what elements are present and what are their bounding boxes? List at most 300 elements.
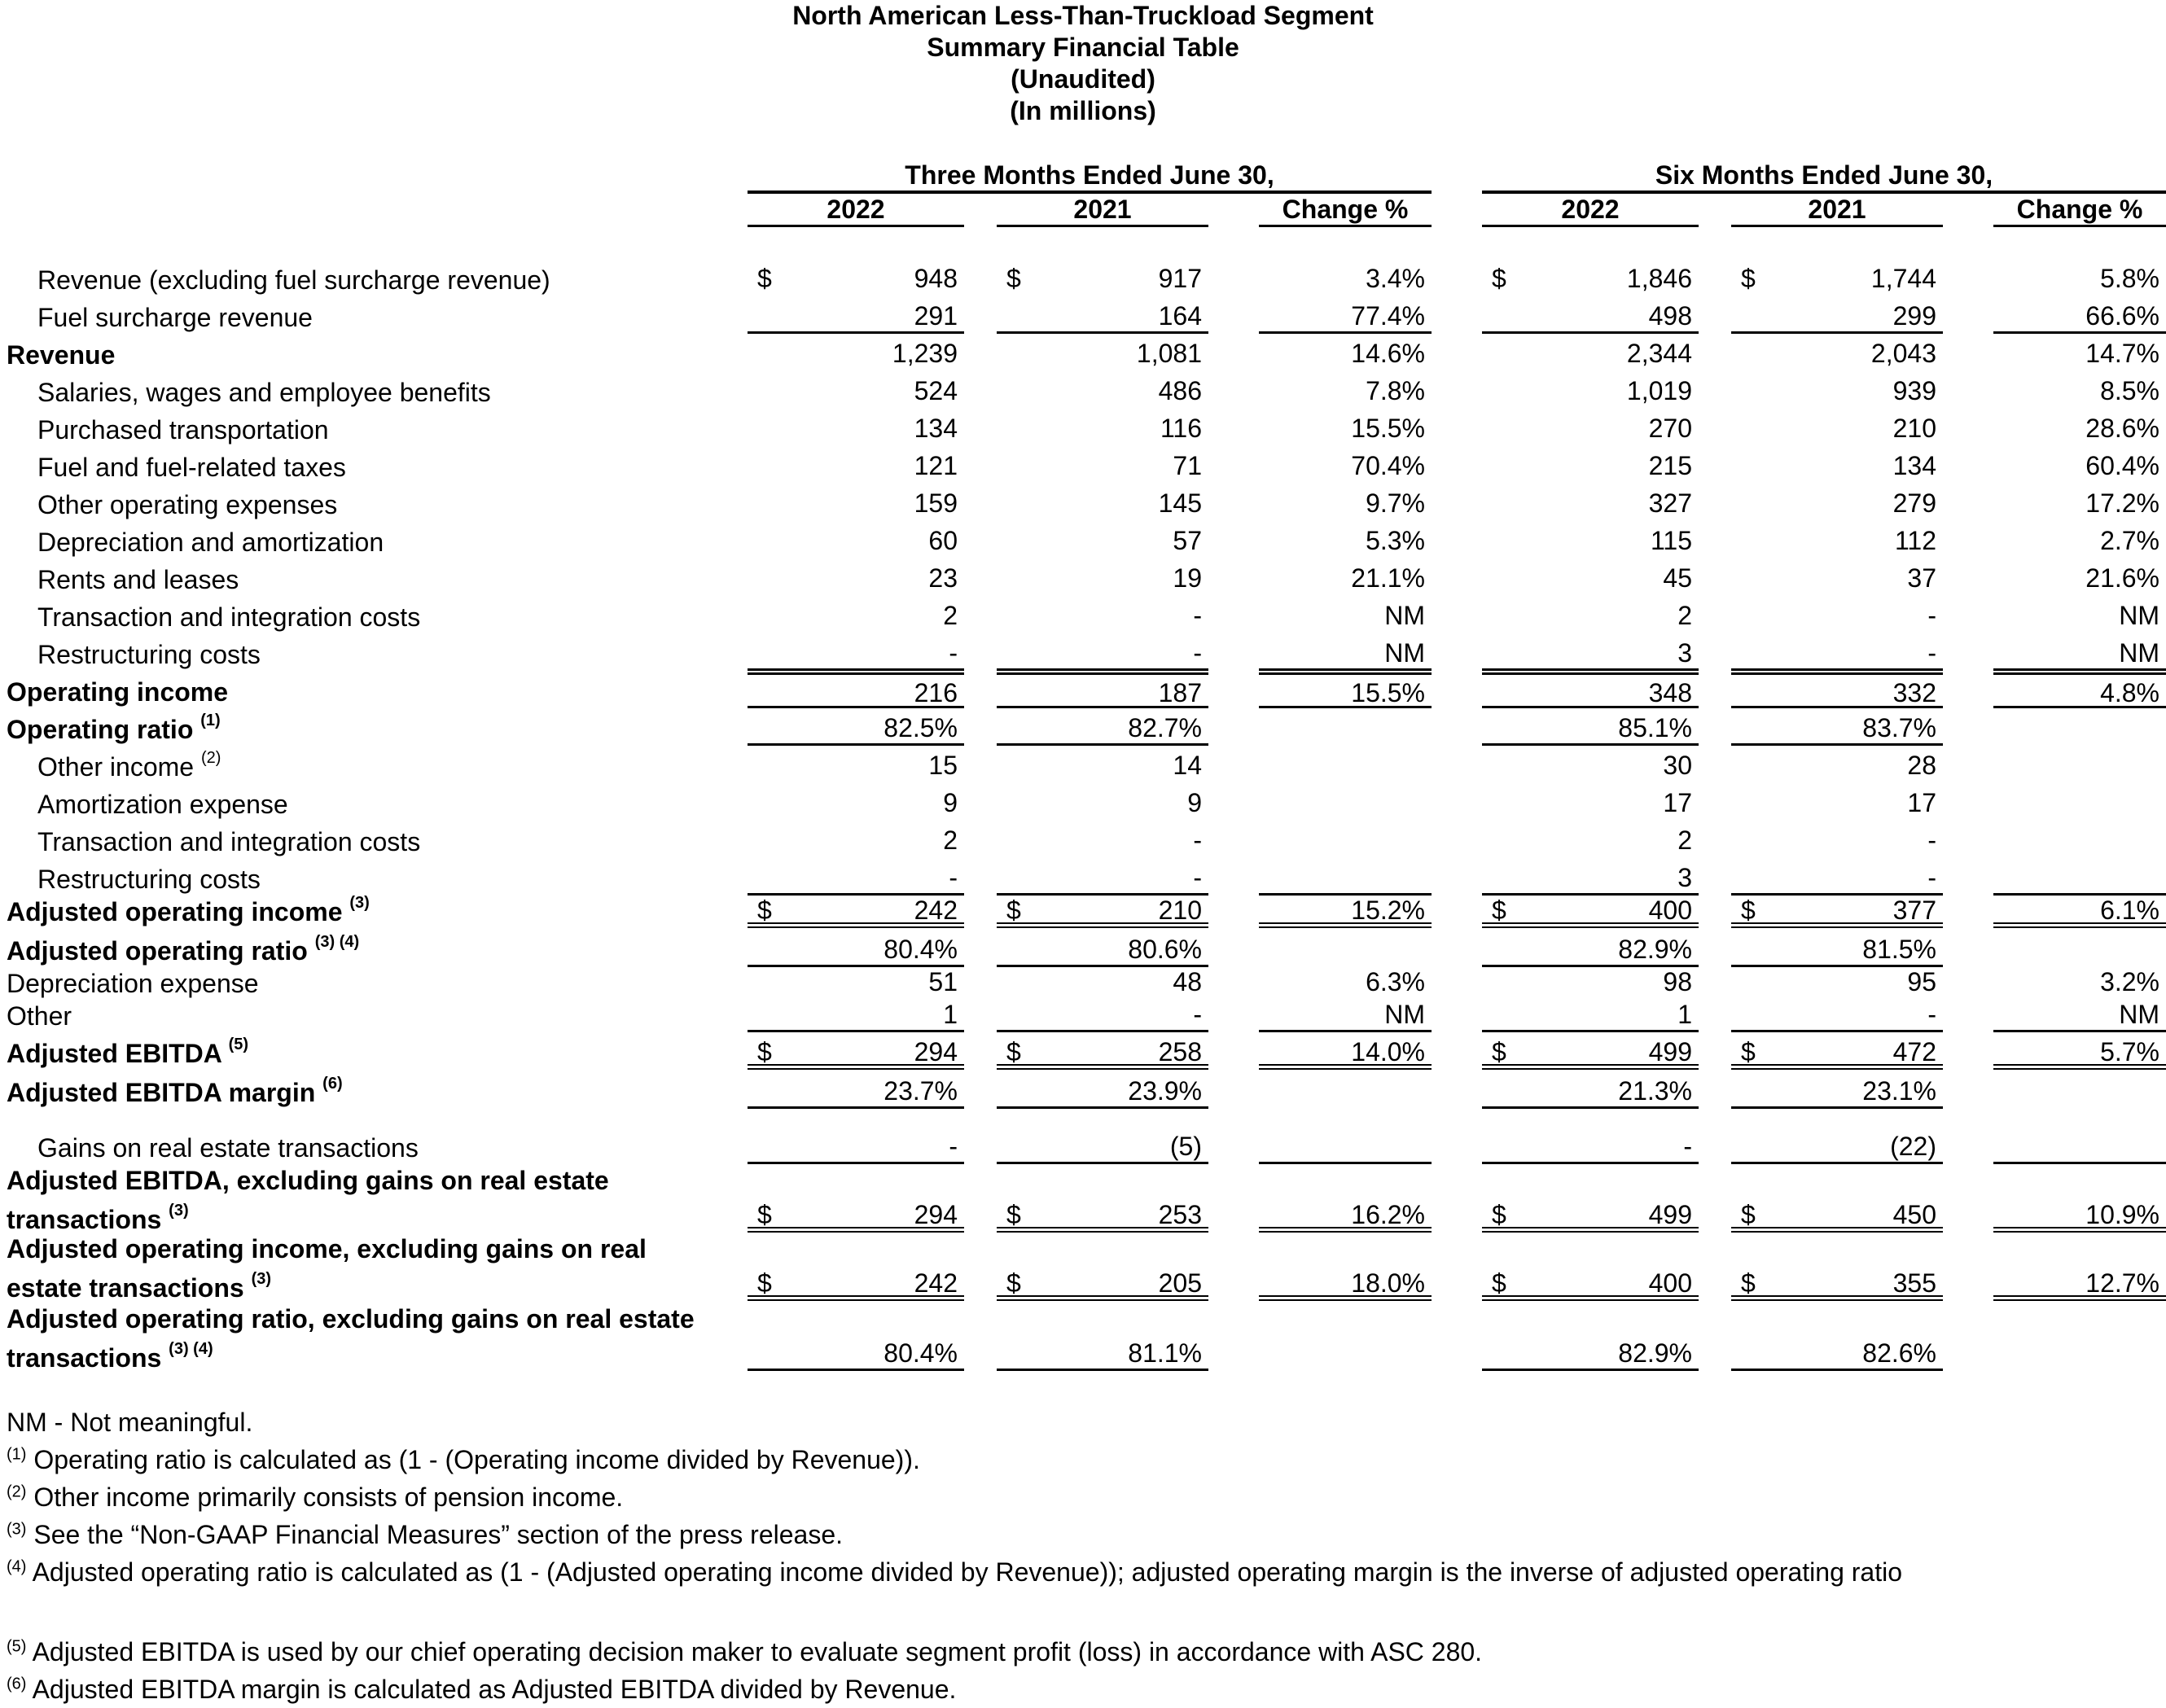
dollar-sign: $ <box>757 896 772 925</box>
table-cell: 17 <box>1663 788 1692 817</box>
table-cell: 134 <box>1892 451 1936 480</box>
table-cell: 1,019 <box>1626 376 1692 405</box>
table-cell: - <box>1927 601 1936 630</box>
col-6m-2022: 2022 <box>1482 194 1699 227</box>
table-cell: - <box>997 996 1208 1032</box>
table-cell: 14.7% <box>2085 339 2159 368</box>
table-cell: 82.7% <box>997 710 1208 746</box>
row-label <box>37 788 288 821</box>
table-cell: 1 <box>1482 996 1699 1032</box>
table-cell: 1,239 <box>892 339 958 368</box>
dollar-sign: $ <box>757 1037 772 1066</box>
table-cell: 3 <box>1482 635 1699 671</box>
table-cell: 121 <box>914 451 958 480</box>
table-cell: NM <box>2119 601 2159 630</box>
table-cell: 82.9% <box>1482 931 1699 967</box>
audit-status: (Unaudited) <box>1011 64 1155 94</box>
table-cell <box>1259 822 1432 858</box>
row-label <box>7 967 259 1000</box>
table-cell: 939 <box>1892 376 1936 405</box>
table-cell <box>1259 710 1432 746</box>
table-row <box>0 560 2166 598</box>
footnote-ref: (3) <box>349 894 370 913</box>
row-label <box>7 935 359 967</box>
row-label-text: Amortization expense <box>37 790 288 819</box>
table-cell <box>1993 710 2166 746</box>
row-label <box>37 301 313 334</box>
table-cell: 145 <box>1158 488 1202 518</box>
row-label-line2: estate transactions $^{(3)}$ <box>7 1270 272 1303</box>
footnote-text: See the “Non-GAAP Financial Measures” section of the press release. <box>26 1520 844 1549</box>
row-label <box>7 676 228 708</box>
table-cell: 1 <box>748 996 964 1032</box>
table-row <box>0 892 2166 930</box>
row-label <box>37 638 261 671</box>
table-cell: - <box>997 635 1208 671</box>
row-label <box>37 414 329 446</box>
table-cell <box>1993 1335 2166 1371</box>
table-cell: 15.5% <box>1351 414 1425 443</box>
table-cell: 83.7% <box>1731 710 1943 746</box>
table-cell <box>1993 931 2166 967</box>
footnote-mark: (4) <box>7 1557 27 1576</box>
row-label-text: Operating ratio <box>7 715 201 744</box>
row-label-line1: Adjusted operating ratio, excluding gains on real estate <box>7 1304 695 1334</box>
table-cell: 2 <box>1677 601 1692 630</box>
table-cell <box>1259 785 1432 821</box>
dollar-sign: $ <box>1006 264 1021 293</box>
table-cell: 499 <box>1482 1034 1699 1070</box>
table-cell: NM <box>1993 996 2166 1032</box>
table-cell: 917 <box>1158 264 1202 293</box>
table-cell: NM <box>1993 635 2166 671</box>
table-cell: 60 <box>928 526 958 555</box>
table-cell: 258 <box>997 1034 1208 1070</box>
table-cell: - <box>748 1128 964 1164</box>
table-cell: 15 <box>928 751 958 780</box>
table-cell: 37 <box>1907 563 1936 593</box>
footnote-ref: (3) <box>251 1270 272 1289</box>
table-row <box>0 410 2166 448</box>
table-row <box>0 1034 2166 1071</box>
table-cell: 116 <box>1160 414 1202 443</box>
table-cell: NM <box>1259 635 1432 671</box>
row-label-text: Adjusted operating income <box>7 897 350 926</box>
table-cell: 253 <box>997 1197 1208 1233</box>
report-title: North American Less-Than-Truckload Segment <box>792 1 1374 30</box>
table-cell: 450 <box>1731 1197 1943 1233</box>
col-6m-2021: 2021 <box>1731 194 1943 227</box>
table-cell: 57 <box>1173 526 1202 555</box>
footnote-text: Adjusted EBITDA margin is calculated as Adjusted EBITDA divided by Revenue. <box>26 1675 957 1704</box>
footnote-ref: (3) <box>169 1202 189 1220</box>
row-label-text: Revenue <box>7 340 116 370</box>
dollar-sign: $ <box>757 264 772 293</box>
table-cell: 9 <box>1187 788 1202 817</box>
table-cell: 215 <box>1648 451 1692 480</box>
footnote-ref: (3) (4) <box>169 1340 213 1359</box>
table-cell: 279 <box>1892 488 1936 518</box>
dollar-sign: $ <box>1741 1268 1756 1298</box>
col-3m-change: Change % <box>1259 194 1432 227</box>
dollar-sign: $ <box>1006 1200 1021 1229</box>
footnote-line <box>7 1633 1482 1671</box>
table-cell: - <box>1193 601 1202 630</box>
table-cell: 1,846 <box>1626 264 1692 293</box>
table-cell: - <box>1482 1128 1699 1164</box>
dollar-sign: $ <box>757 1268 772 1298</box>
table-cell: NM <box>1259 996 1432 1032</box>
row-label-text: Gains on real estate transactions <box>37 1133 419 1163</box>
table-cell: 348 <box>1482 672 1699 708</box>
table-cell: 5.7% <box>1993 1034 2166 1070</box>
dollar-sign: $ <box>1006 1037 1021 1066</box>
footnote-text: Operating ratio is calculated as (1 - (Operating income divided by Revenue)). <box>26 1445 920 1474</box>
table-row <box>0 1234 2166 1303</box>
table-row <box>0 335 2166 373</box>
table-cell: (5) <box>997 1128 1208 1164</box>
table-cell: 80.6% <box>997 931 1208 967</box>
row-label-text: Depreciation and amortization <box>37 528 384 557</box>
footnote-ref: (2) <box>200 749 221 768</box>
table-cell: 400 <box>1482 892 1699 928</box>
table-cell: 134 <box>914 414 958 443</box>
table-cell: 159 <box>914 488 958 518</box>
table-row <box>0 298 2166 335</box>
table-row <box>0 822 2166 860</box>
table-cell: 82.6% <box>1731 1335 1943 1371</box>
table-cell: 499 <box>1482 1197 1699 1233</box>
table-cell: - <box>1193 826 1202 855</box>
row-label <box>7 1000 72 1032</box>
table-cell: 400 <box>1482 1265 1699 1301</box>
table-cell: 15.5% <box>1259 672 1432 708</box>
table-cell: 16.2% <box>1259 1197 1432 1233</box>
table-cell: - <box>1927 826 1936 855</box>
table-cell: 1,744 <box>1870 264 1936 293</box>
footnote-mark: (5) <box>7 1637 27 1656</box>
row-label-line1: Adjusted operating income, excluding gains on real <box>7 1234 647 1263</box>
row-label <box>37 451 346 484</box>
table-cell: 6.1% <box>1993 892 2166 928</box>
table-cell <box>1259 860 1432 896</box>
table-cell: 70.4% <box>1351 451 1425 480</box>
table-cell: 294 <box>748 1034 964 1070</box>
col-3m-2022: 2022 <box>748 194 964 227</box>
col-6m-change: Change % <box>1993 194 2166 227</box>
table-cell: 81.1% <box>997 1335 1208 1371</box>
table-cell: 332 <box>1731 672 1943 708</box>
footnote-line <box>7 1478 623 1516</box>
row-label-text: Fuel surcharge revenue <box>37 303 313 332</box>
row-label-text: Salaries, wages and employee benefits <box>37 378 491 407</box>
row-label <box>7 1076 343 1109</box>
footnote-line <box>7 1441 920 1478</box>
table-cell: 1,081 <box>1136 339 1202 368</box>
table-cell: 2,043 <box>1870 339 1936 368</box>
table-cell: 270 <box>1648 414 1692 443</box>
group-six-months: Six Months Ended June 30, <box>1482 160 2166 194</box>
table-cell: 48 <box>1173 967 1202 996</box>
table-cell: 242 <box>748 1265 964 1301</box>
table-cell: - <box>1731 635 1943 671</box>
row-label-line1: Adjusted EBITDA, excluding gains on real estate <box>7 1166 609 1195</box>
table-cell: 355 <box>1731 1265 1943 1301</box>
table-cell: 81.5% <box>1731 931 1943 967</box>
table-row <box>0 996 2166 1034</box>
table-cell: - <box>1731 860 1943 896</box>
table-cell: 17 <box>1907 788 1936 817</box>
table-cell: 10.9% <box>1993 1197 2166 1233</box>
table-cell <box>1259 1128 1432 1164</box>
table-cell: - <box>748 635 964 671</box>
table-cell: 14.0% <box>1259 1034 1432 1070</box>
table-cell: 2 <box>943 826 958 855</box>
row-label-text: Other operating expenses <box>37 490 338 519</box>
table-cell: 327 <box>1648 488 1692 518</box>
row-label-text: Restructuring costs <box>37 865 261 894</box>
table-cell: 19 <box>1173 563 1202 593</box>
table-cell: 377 <box>1731 892 1943 928</box>
table-cell: 2 <box>1677 826 1692 855</box>
table-cell: 524 <box>914 376 958 405</box>
table-cell: 82.9% <box>1482 1335 1699 1371</box>
row-label-text: Purchased transportation <box>37 415 329 445</box>
table-cell: 291 <box>748 298 964 334</box>
table-cell: 948 <box>914 264 958 293</box>
table-cell: 472 <box>1731 1034 1943 1070</box>
table-cell: 66.6% <box>1993 298 2166 334</box>
table-cell: 187 <box>997 672 1208 708</box>
table-cell: 30 <box>1663 751 1692 780</box>
table-row <box>0 710 2166 747</box>
row-label-text: Adjusted EBITDA <box>7 1039 229 1068</box>
row-label-text: Fuel and fuel-related taxes <box>37 453 346 482</box>
table-cell: 8.5% <box>2100 376 2159 405</box>
table-cell: 9 <box>943 788 958 817</box>
table-row <box>0 747 2166 785</box>
table-cell: 164 <box>997 298 1208 334</box>
row-label-text: Restructuring costs <box>37 640 261 669</box>
row-label-line2: transactions $^{(3)}$ <box>7 1202 189 1234</box>
footnote-text: Adjusted EBITDA is used by our chief operating decision maker to evaluate segment profit (loss) in accordance with ASC 280. <box>26 1637 1483 1666</box>
table-cell: 45 <box>1663 563 1692 593</box>
footnote-line <box>7 1671 956 1708</box>
dollar-sign: $ <box>1492 1037 1506 1066</box>
table-row <box>0 373 2166 410</box>
dollar-sign: $ <box>1492 1268 1506 1298</box>
table-cell <box>1993 747 2166 783</box>
row-label-text: Transaction and integration costs <box>37 602 421 632</box>
table-cell: 98 <box>1663 967 1692 996</box>
row-label <box>37 526 384 558</box>
table-row <box>0 485 2166 523</box>
table-cell: 7.8% <box>1366 376 1425 405</box>
col-3m-2021: 2021 <box>997 194 1208 227</box>
table-cell: 21.1% <box>1351 563 1425 593</box>
table-cell: - <box>1731 996 1943 1032</box>
table-cell: 14.6% <box>1351 339 1425 368</box>
table-cell: 18.0% <box>1259 1265 1432 1301</box>
footnote-line <box>7 1404 252 1441</box>
row-label <box>7 1037 248 1070</box>
table-cell: 294 <box>748 1197 964 1233</box>
table-cell: - <box>997 860 1208 896</box>
dollar-sign: $ <box>1006 1268 1021 1298</box>
table-cell: 6.3% <box>1366 967 1425 996</box>
table-cell: 82.5% <box>748 710 964 746</box>
table-cell <box>1259 1335 1432 1371</box>
footnote-line <box>7 1553 1902 1591</box>
table-cell: 21.6% <box>2085 563 2159 593</box>
table-cell <box>1259 931 1432 967</box>
row-label <box>7 1229 647 1307</box>
table-cell: 17.2% <box>2085 488 2159 518</box>
table-cell: 4.8% <box>1993 672 2166 708</box>
table-cell <box>1259 1073 1432 1109</box>
report-subtitle: Summary Financial Table <box>927 33 1239 62</box>
table-cell: 23 <box>928 563 958 593</box>
table-row <box>0 523 2166 560</box>
table-row <box>0 598 2166 635</box>
table-cell: 9.7% <box>1366 488 1425 518</box>
dollar-sign: $ <box>1741 264 1756 293</box>
table-cell: 23.1% <box>1731 1073 1943 1109</box>
footnote-mark: (2) <box>7 1482 27 1501</box>
table-cell <box>1993 1128 2166 1164</box>
table-cell: 2 <box>943 601 958 630</box>
dollar-sign: $ <box>757 1200 772 1229</box>
row-label-text: Transaction and integration costs <box>37 827 421 856</box>
table-cell: 299 <box>1731 298 1943 334</box>
row-label-text: Rents and leases <box>37 565 239 594</box>
table-cell: 242 <box>748 892 964 928</box>
table-row <box>0 448 2166 485</box>
table-row <box>0 635 2166 672</box>
table-cell: 210 <box>997 892 1208 928</box>
table-row <box>0 1073 2166 1110</box>
row-label-text: Other <box>7 1001 72 1031</box>
units-label: (In millions) <box>1010 96 1156 125</box>
row-label <box>37 1132 419 1164</box>
row-label <box>37 264 550 296</box>
footnote-text: Adjusted operating ratio is calculated as (1 - (Adjusted operating income divided by Revenue)); adjusted operating margin is the inverse of adjusted operating ratio <box>26 1557 1903 1587</box>
row-label <box>37 376 491 409</box>
table-cell: NM <box>1384 601 1425 630</box>
table-cell <box>1993 785 2166 821</box>
footnote-ref: (5) <box>228 1036 249 1054</box>
row-label <box>37 488 337 521</box>
row-label <box>7 339 115 371</box>
row-label <box>37 863 261 896</box>
table-cell <box>1993 1073 2166 1109</box>
table-cell <box>1259 747 1432 783</box>
row-label-text: Revenue (excluding fuel surcharge revenue) <box>37 265 550 295</box>
footnote-text: NM - Not meaningful. <box>7 1408 253 1437</box>
table-cell: 2.7% <box>2100 526 2159 555</box>
footnote-mark: (6) <box>7 1675 27 1693</box>
table-cell: 28.6% <box>2085 414 2159 443</box>
table-cell: 486 <box>1158 376 1202 405</box>
table-cell: 12.7% <box>1993 1265 2166 1301</box>
group-three-months: Three Months Ended June 30, <box>748 160 1432 194</box>
footnote-ref: (1) <box>200 712 221 730</box>
table-cell: 21.3% <box>1482 1073 1699 1109</box>
dollar-sign: $ <box>1741 896 1756 925</box>
table-cell <box>1993 822 2166 858</box>
table-cell: 77.4% <box>1259 298 1432 334</box>
dollar-sign: $ <box>1492 896 1506 925</box>
table-cell: 51 <box>928 967 958 996</box>
table-row <box>0 785 2166 822</box>
table-cell: 498 <box>1482 298 1699 334</box>
footnote-mark: (3) <box>7 1520 27 1539</box>
row-label-line2: transactions $^{(3) (4)}$ <box>7 1340 213 1373</box>
table-row <box>0 1304 2166 1373</box>
table-cell: 80.4% <box>748 931 964 967</box>
table-cell: 210 <box>1892 414 1936 443</box>
table-cell: 80.4% <box>748 1335 964 1371</box>
footnote-line <box>7 1516 843 1553</box>
table-cell: 85.1% <box>1482 710 1699 746</box>
table-row <box>0 261 2166 298</box>
table-cell: 3.4% <box>1366 264 1425 293</box>
table-cell: 3 <box>1482 860 1699 896</box>
row-label-text: Adjusted EBITDA margin <box>7 1078 323 1107</box>
row-label <box>7 896 370 928</box>
row-label <box>7 1161 609 1239</box>
footnote-text: Other income primarily consists of pension income. <box>26 1482 624 1512</box>
table-cell: 216 <box>748 672 964 708</box>
table-cell: (22) <box>1731 1128 1943 1164</box>
table-cell: 71 <box>1173 451 1202 480</box>
table-row <box>0 672 2166 710</box>
row-label <box>37 563 239 596</box>
row-label <box>37 601 420 633</box>
table-cell: 5.8% <box>2100 264 2159 293</box>
table-cell: 112 <box>1894 526 1936 555</box>
table-cell: 3.2% <box>2100 967 2159 996</box>
row-label <box>7 713 221 746</box>
row-label-text: Adjusted operating ratio <box>7 936 315 966</box>
table-cell: 95 <box>1907 967 1936 996</box>
table-cell: 60.4% <box>2085 451 2159 480</box>
row-label <box>37 751 221 783</box>
dollar-sign: $ <box>1492 1200 1506 1229</box>
table-cell: 15.2% <box>1259 892 1432 928</box>
table-cell: 23.9% <box>997 1073 1208 1109</box>
dollar-sign: $ <box>1741 1200 1756 1229</box>
dollar-sign: $ <box>1006 896 1021 925</box>
row-label <box>37 826 420 858</box>
row-label-text: Operating income <box>7 677 229 707</box>
table-cell: 23.7% <box>748 1073 964 1109</box>
dollar-sign: $ <box>1741 1037 1756 1066</box>
row-label-text: Other income <box>37 752 201 782</box>
table-cell: 14 <box>1173 751 1202 780</box>
table-cell: - <box>748 860 964 896</box>
table-cell: 5.3% <box>1366 526 1425 555</box>
table-cell: 28 <box>1907 751 1936 780</box>
dollar-sign: $ <box>1492 264 1506 293</box>
footnote-ref: (6) <box>322 1075 343 1093</box>
table-cell: 2,344 <box>1626 339 1692 368</box>
table-cell <box>1993 860 2166 896</box>
footnote-mark: (1) <box>7 1445 27 1464</box>
footnote-ref: (3) (4) <box>314 933 360 952</box>
table-cell: 205 <box>997 1265 1208 1301</box>
table-cell: 115 <box>1650 526 1692 555</box>
